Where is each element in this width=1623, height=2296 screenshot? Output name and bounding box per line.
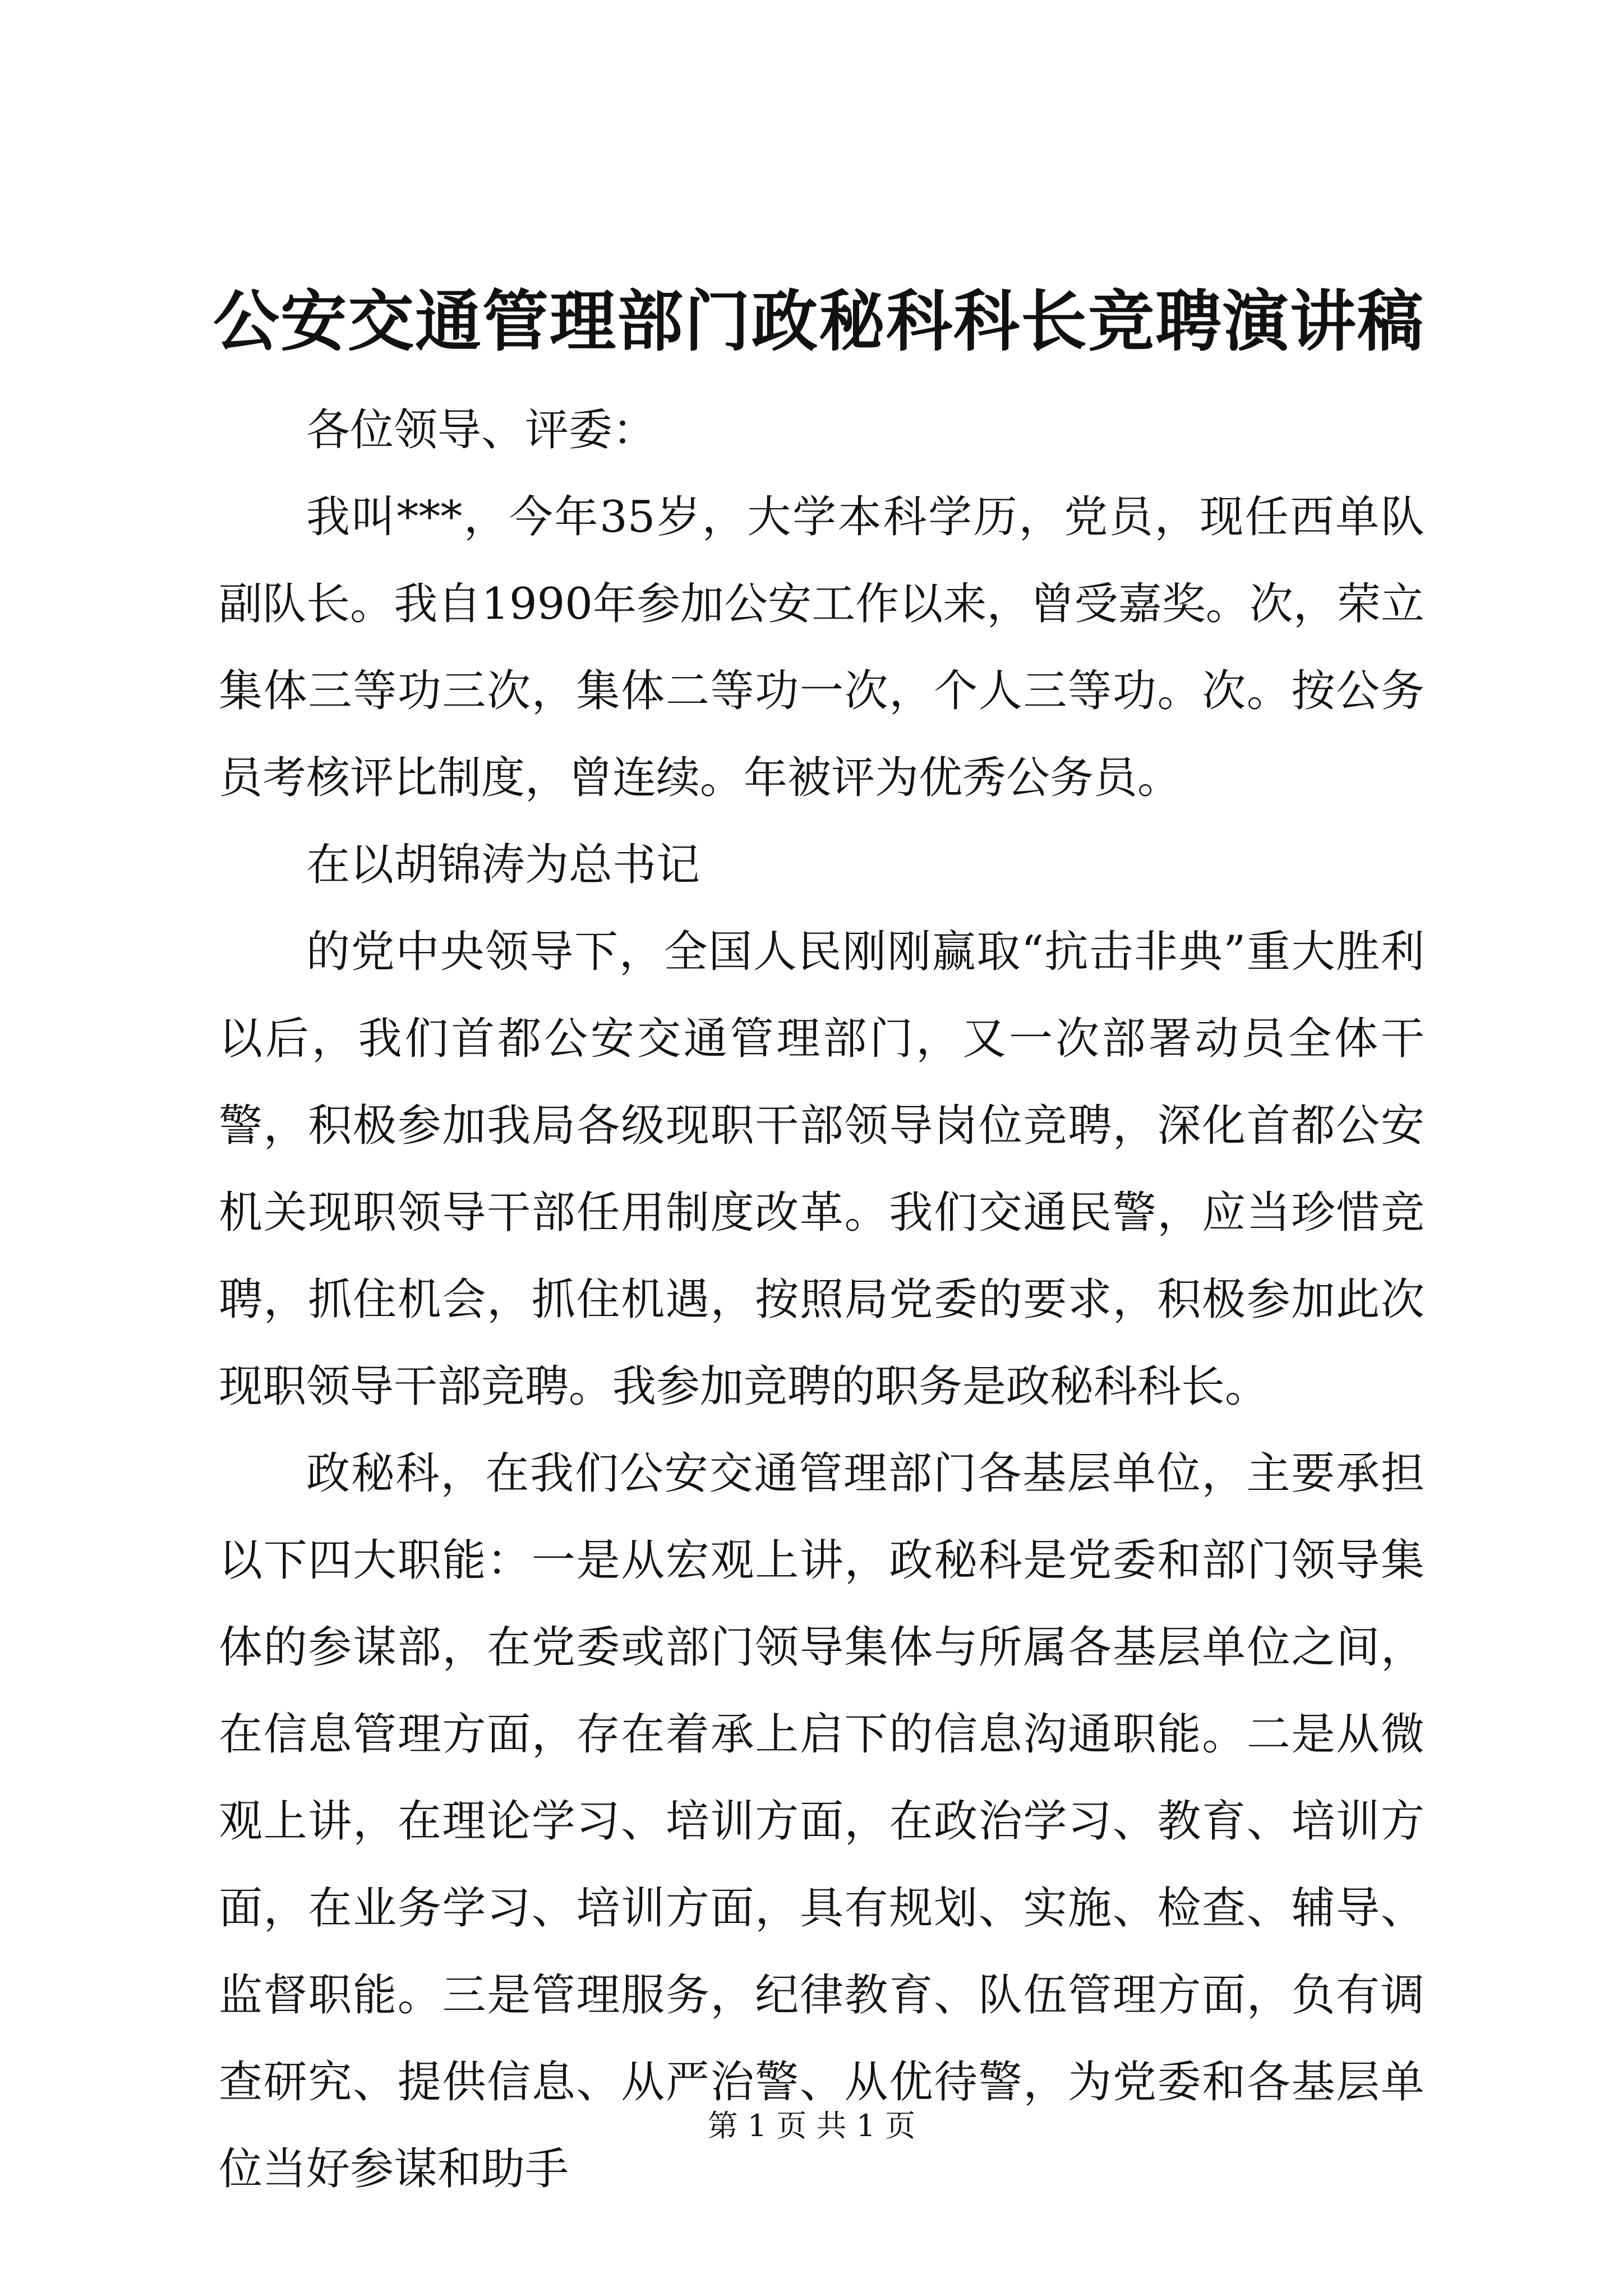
paragraph-leadership-line: 在以胡锦涛为总书记 [306,840,700,890]
paragraph-introduction: 我叫***，今年35岁，大学本科学历，党员，现任西单队副队长。我自1990年参加公安工作以来，曾受嘉奖。次，荣立集体三等功三次，集体二等功一次，个人三等功。次。按公务员考核评比制度，曾连续。年被评为优秀公务员。 [219,492,1424,803]
paragraph-background: 的党中央领导下，全国人民刚刚赢取“抗击非典”重大胜利以后，我们首都公安交通管理部门，又一次部署动员全体干警，积极参加我局各级现职干部领导岗位竞聘，深化首都公安机关现职领导干部任用制度改革。我们交通民警，应当珍惜竞聘，抓住机会，抓住机遇，按照局党委的要求，积极参加此次现职领导干部竞聘。我参加竞聘的职务是政秘科科长。 [219,927,1424,1412]
paragraph-duties: 政秘科，在我们公安交通管理部门各基层单位，主要承担以下四大职能：一是从宏观上讲，政秘科是党委和部门领导集体的参谋部，在党委或部门领导集体与所属各基层单位之间，在信息管理方面，存在着承上启下的信息沟通职能。二是从微观上讲，在理论学习、培训方面，在政治学习、教育、培训方面，在业务学习、培训方面，具有规划、实施、检查、辅导、监督职能。三是管理服务，纪律教育、队伍管理方面，负有调查研究、提供信息、从严治警、从优待警，为党委和各基层单位当好参谋和助手 [219,1448,1424,2194]
document-body [219,387,1424,2213]
paragraph-salutation: 各位领导、评委： [306,405,657,455]
page-number-footer: 第 1 页 共 1 页 [707,2108,916,2143]
document-title: 公安交通管理部门政秘科科长竞聘演讲稿 [213,282,1425,360]
